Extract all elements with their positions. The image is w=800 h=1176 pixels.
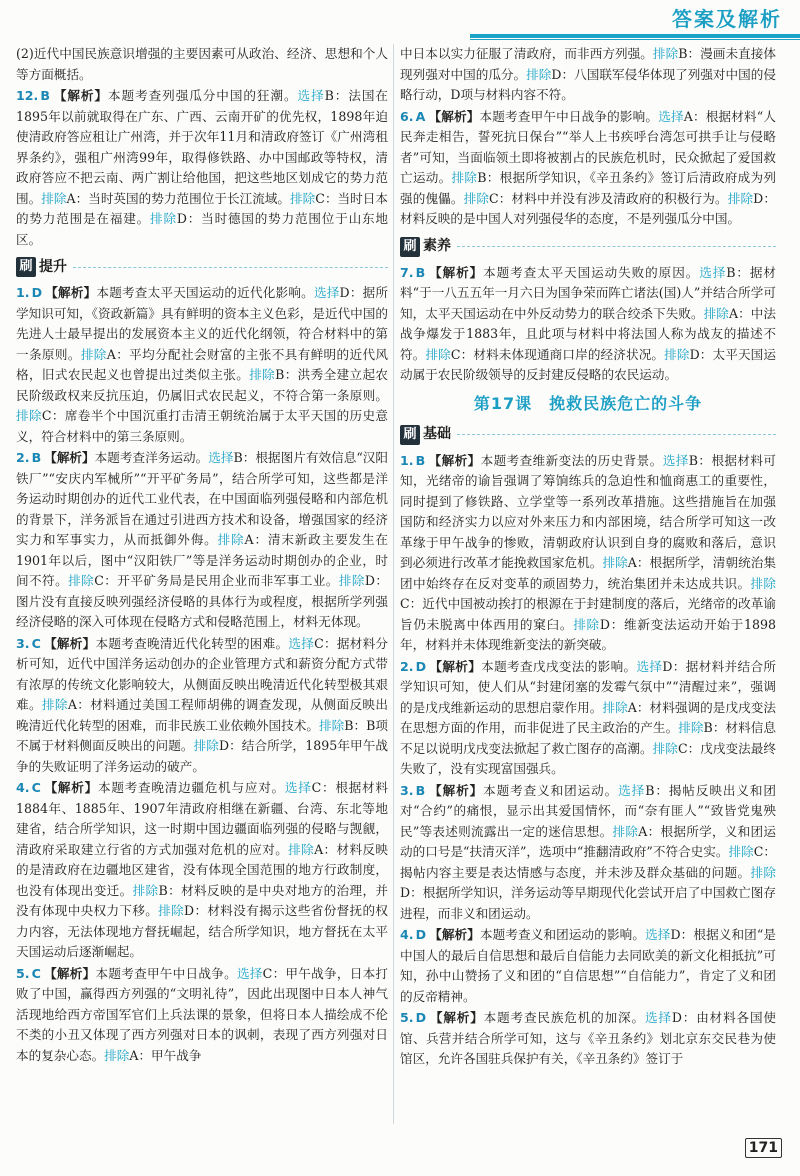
- header-bar-thin: [470, 39, 800, 40]
- answer-p6: 6. A 【解析】本题考查甲午中日战争的影响。选择A：根据材料“人民奔走相告，誓死抗日保台”“举人上书疾呼台湾怎可拱手让与侵略者”可知，当面临领土即将被割占的民族危机时，民众掀起了爱国救亡运动。排除B：根据所学知识，《辛丑条约》签订后清政府成为列强的傀儡。排除C：材料中并没有涉及清政府的积极行为。排除D：材料反映的是中国人对列强侵华的态度，不是列强瓜分中国。: [400, 108, 777, 226]
- answer-number: 12.: [16, 88, 39, 103]
- left-column: [16, 44, 388, 1067]
- section-line: [73, 267, 388, 268]
- intro-paragraph: [16, 44, 388, 85]
- section-line: [457, 434, 776, 435]
- header-bar: [470, 34, 800, 38]
- answer-j3: 3. B 【解析】本题考查义和团运动。选择B：揭帖反映出义和团对“合约”的痛恨，显示出其爱国情怀，而“奈有匪人”“致皆党鬼殃民”等表述则流露出一定的迷信思想。排除A：根据所学，义和团运动的口号是“扶清灭洋”，选项中“推翻清政府”不符合史实。排除C：揭帖内容主要是表达情感与态度，并未涉及群众基础的问题。排除D：根据所学知识，洋务运动等早期现代化尝试开启了中国救亡图存进程，而非义和团运动。: [400, 782, 777, 921]
- answer-j1: 1. B 【解析】本题考查维新变法的历史背景。选择B：根据材料可知，光绪帝的谕旨强调了筹饷练兵的急迫性和恤商惠工的重要性，同时提到了修铁路、立学堂等一系列改革措施。这些措施旨在加强国防和经济实力以应对外来压力和内部困境，结合所学可知这一改革缘于甲午战争的惨败，清朝政府认识到自身的腐败和落后，意识到必须进行改革才能挽救国家危机。排除A：根据所学，清朝统治集团中始终存在反对变革的顽固势力，统治集团并未达成共识。排除C：近代中国被动挨打的根源在于封建制度的落后，光绪帝的改革谕旨仍未脱离中体西用的窠臼。排除D：维新变法运动开始于1898年，材料并未体现维新变法的新突破。: [400, 452, 777, 652]
- page-number: 171: [745, 1138, 782, 1158]
- section-badge: 刷: [16, 257, 36, 277]
- answer-12: 12. B 【解析】本题考查列强瓜分中国的狂潮。选择B：法国在1895年以前就取得在广东、广西、云南开矿的优先权，1898年迫使清政府答应租让广州湾，并于次年11月和清政府签订《广州湾租界条约》，强租广州湾99年，取得修铁路、办中国邮政等特权，清政府答应不把云南、两广割让给他国，把这些地区划成它的势力范围。排除A：当时英国的势力范围位于长江流域。排除C：当时日本的势力范围是在福建。排除D：当时德国的势力范围位于山东地区。: [16, 88, 389, 247]
- section-badge: 刷: [400, 237, 420, 257]
- page-header: [0, 0, 800, 42]
- answer-letter: B: [40, 88, 50, 103]
- answer-j4: 4. D 【解析】本题考查义和团运动的影响。选择D：根据义和团“是中国人的最后自信思想和最后自信能力去同欧美的新文化相抵抗”可知，孙中山赞扬了义和团的“自信思想”“自信能力”，肯定了义和团的反帝精神。: [400, 927, 777, 1004]
- column-divider: [393, 44, 394, 1124]
- section-jichu: [400, 423, 776, 447]
- answer-p5: 5. C 【解析】本题考查甲午中日战争。选择C：甲午战争，日本打败了中国，赢得西方列强的“文明礼待”，因此出现图中日本人神气活现地给西方帝国军官们上兵法课的景象，但将日本人描绘成不伦不类的小丑又体现了西方列强对日本的讽刺，表现了西方列强对日本的复杂心态。排除A：甲午战争: [16, 965, 389, 1063]
- answer-p1: 1. D 【解析】本题考查太平天国运动的近代化影响。选择D：据所学知识可知，《资政新篇》具有鲜明的资本主义色彩，是近代中国的先进人士最早提出的发展资本主义的近代化纲领，符合材料中的第一条原则。排除A：平均分配社会财富的主张不具有鲜明的近代风格，旧式农民起义也曾提出过类似主张。排除B：洪秀全建立起农民阶级政权来反抗压迫，仍属旧式农民起义，不符合第一条原则。排除C：席卷半个中国沉重打击清王朝统治属于太平天国的历史意义，符合材料中的第三条原则。: [16, 285, 389, 444]
- answer-p3: 3. C 【解析】本题考查晚清近代化转型的困难。选择C：据材料分析可知，近代中国洋务运动创办的企业管理方式和薪资分配方式带有浓厚的传统文化影响较大，从侧面反映出晚清近代化转型极其艰难。排除A：材料通过美国工程师胡佛的调查发现，从侧面反映出晚清近代化转型的困难，而非民族工业依赖外国技术。排除B：B项不属于材料侧面反映出的问题。排除D：结合所学，1895年甲午战争的失败证明了洋务运动的破产。: [16, 635, 389, 774]
- answer-j5: 5. D 【解析】本题考查民族危机的加深。选择D：由材料各国使馆、兵营并结合所学可知，这与《辛丑条约》划北京东交民巷为使馆区，允许各国驻兵保护有关，《辛丑条约》签订于: [400, 1010, 777, 1066]
- section-label: 提升: [39, 258, 67, 275]
- answer-p2: 2. B 【解析】本题考查洋务运动。选择B：根据图片有效信息“汉阳铁厂”“安庆内军械所”“开平矿务局”，结合所学可知，这些都是洋务运动时期创办的近代工业代表，在中国面临列强侵略和内部危机的背景下，洋务派旨在通过引进西方技术和设备，增强国家的经济实力和军事实力，从而抵御外侮。排除A：清末新政主要发生在1901年以后，图中“汉阳铁厂”等是洋务运动时期创办的企业，时间不符。排除C：开平矿务局是民用企业而非军事工业。排除D：图片没有直接反映列强经济侵略的具体行为或程度，根据所学列强经济侵略的深入可体现在侵略方式和侵略范围上，材料无体现。: [16, 450, 389, 629]
- section-tisheng: [16, 255, 388, 279]
- section-line: [457, 246, 776, 247]
- section-suyang: [400, 235, 776, 259]
- jiexi-label: 【解析】: [52, 88, 109, 103]
- section-badge: 刷: [400, 425, 420, 445]
- right-column: [400, 44, 776, 1071]
- answer-p4: 4. C 【解析】本题考查晚清边疆危机与应对。选择C：根据材料1884年、1885年、1907年清政府相继在新疆、台湾、东北等地建省，结合所学知识，这一时期中国边疆面临列强的侵略与觊觎，清政府采取建立行省的方式加强对危机的应对。排除A：材料反映的是清政府在边疆地区建省，没有体现全国范围的地方行政制度，也没有体现出变迁。排除B：材料反映的是中央对地方的治理，并没有体现中央权力下移。排除D：材料没有揭示这些省份督抚的权力内容，无法体现地方督抚崛起，结合所学知识，地方督抚在太平天国运动后逐渐崛起。: [16, 780, 389, 959]
- header-title: 答案及解析: [672, 7, 782, 31]
- answer-p7: 7. B 【解析】本题考查太平天国运动失败的原因。选择B：据材料“于一八五五年一月六日为国争荣而阵亡诸法(国)人”并结合所学可知，太平天国运动在中外反动势力的联合绞杀下失败。排除A：中法战争爆发于1883年，且此项与材料中将法国人称为战友的描述不符。排除C：材料未体现通商口岸的经济状况。排除D：太平天国运动属于农民阶级领导的反封建反侵略的农民运动。: [400, 264, 777, 382]
- lesson-title: 第17课 挽救民族危亡的斗争: [473, 393, 703, 413]
- section-label: 素养: [423, 238, 451, 255]
- answer-j2: 2. D 【解析】本题考查戊戌变法的影响。选择D：据材料并结合所学知识可知，使人们从“封建闭塞的发霉气氛中”“清醒过来”，强调的是戊戌维新运动的思想启蒙作用。排除A：材料强调的是戊戌变法在思想方面的作用，而非促进了民主政治的产生。排除B：材料信息不足以说明戊戌变法掀起了救亡图存的高潮。排除C：戊戌变法最终失败了，没有实现富国强兵。: [400, 658, 777, 776]
- intro-text: (2)近代中国民族意识增强的主要因素可从政治、经济、思想和个人等方面概括。: [16, 46, 388, 82]
- answer-p5-continued: 中日本以实力征服了清政府，而非西方列强。排除B：漫画未直接体现列强对中国的瓜分。排除D：八国联军侵华体现了列强对中国的侵略行动，D项与材料内容不符。: [400, 46, 776, 102]
- section-label: 基础: [423, 426, 451, 443]
